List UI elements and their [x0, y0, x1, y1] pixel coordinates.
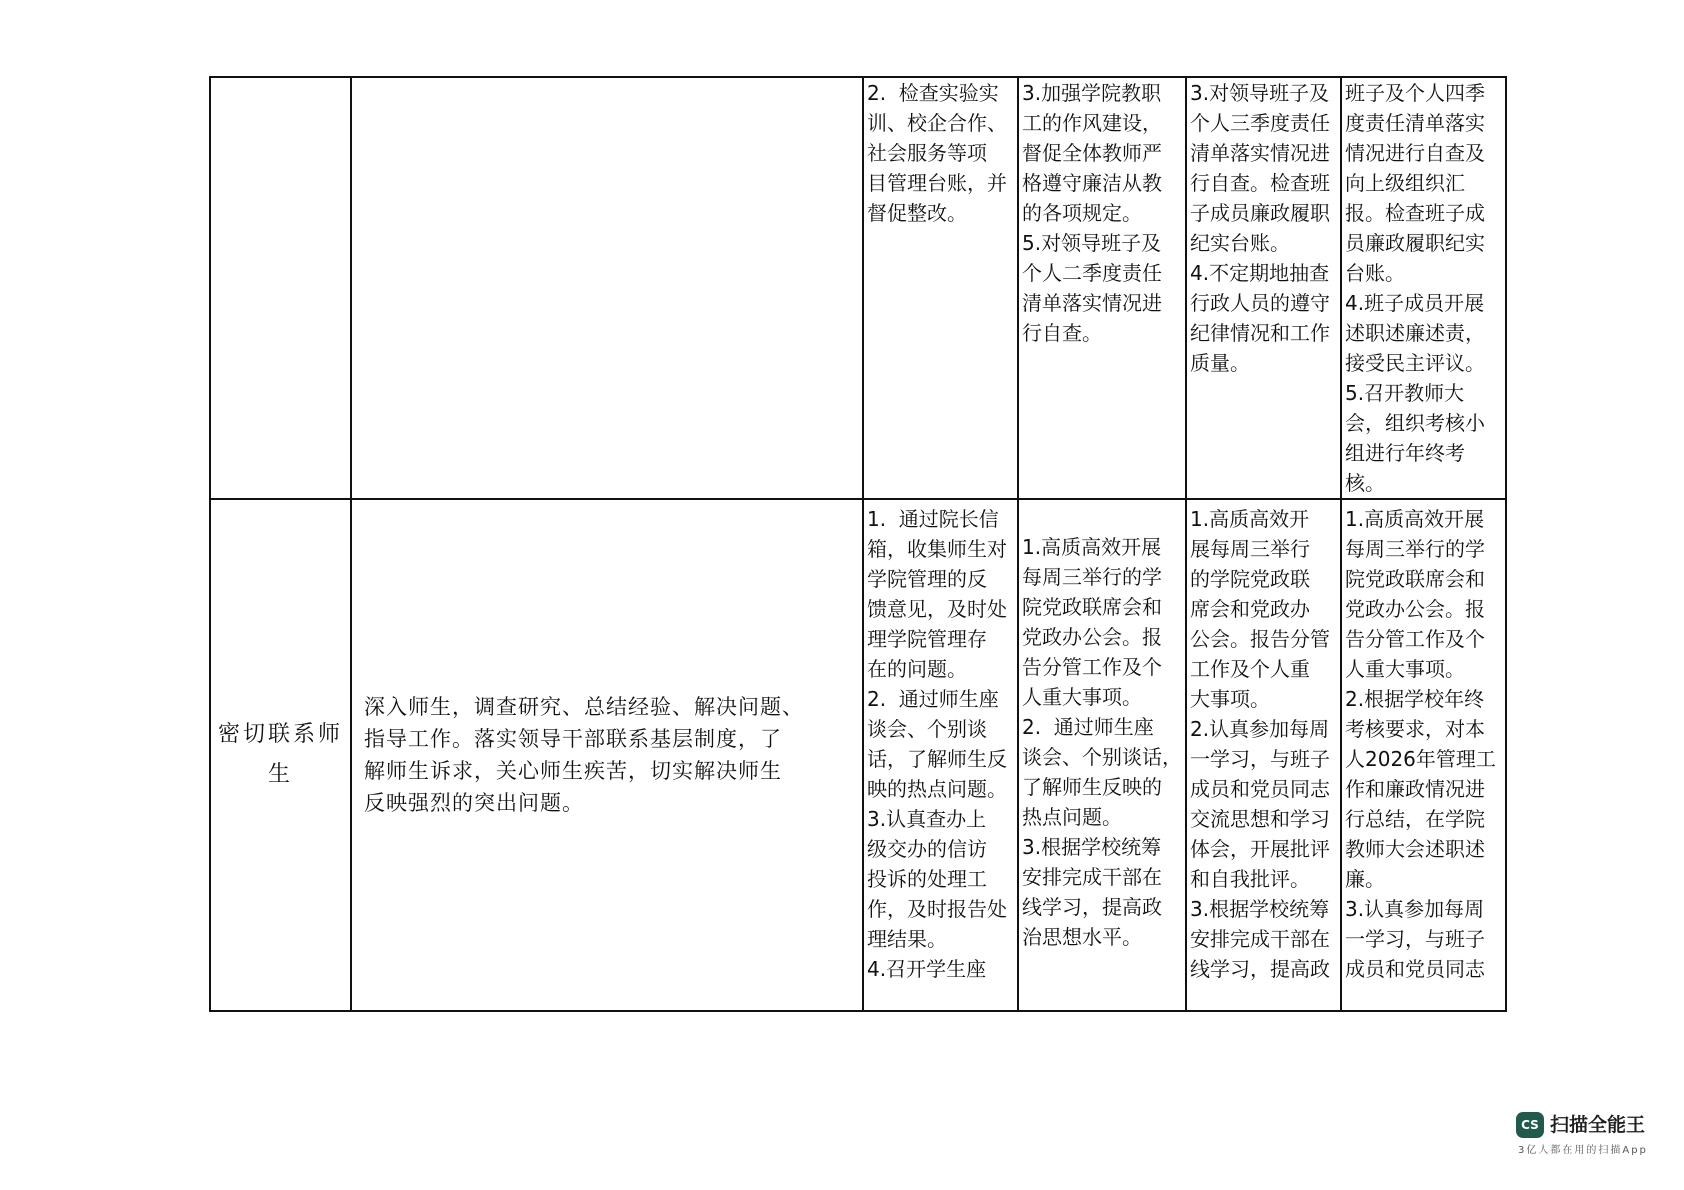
- cell-text-line: 行自查。: [1022, 321, 1102, 345]
- cell-text-line: 3.加强学院教职: [1022, 81, 1162, 105]
- table-row: [210, 77, 1506, 499]
- cell-text-line: 述职述廉述责，: [1345, 321, 1485, 345]
- cell-text-line: 告分管工作及个: [1345, 627, 1485, 651]
- cell-text-line: 人重大事项。: [1022, 685, 1142, 709]
- quarter-4-cell: [1186, 77, 1341, 499]
- scanner-watermark: [1516, 1112, 1666, 1168]
- cell-text-line: 在的问题。: [867, 657, 967, 681]
- cell-text-line: 了解师生反映的: [1022, 775, 1162, 799]
- cell-text-line: 度责任清单落实: [1345, 111, 1485, 135]
- cell-text-line: 训、校企合作、: [867, 111, 1007, 135]
- cell-text-line: 的各项规定。: [1022, 201, 1142, 225]
- cell-text-line: 台账。: [1345, 261, 1405, 285]
- cell-text-line: 考核要求，对本: [1345, 717, 1485, 741]
- cell-text-line: 作和廉政情况进: [1345, 777, 1485, 801]
- cell-text-line: 每周三举行的学: [1022, 565, 1162, 589]
- cell-text-line: 1.高质高效开展: [1022, 535, 1162, 559]
- cell-text-line: 5.召开教师大: [1345, 381, 1465, 405]
- cell-text-line: 会，组织考核小: [1345, 411, 1485, 435]
- cell-text-line: 理学院管理存: [867, 627, 987, 651]
- cell-text-line: 人重大事项。: [1345, 657, 1465, 681]
- quarter-4-cell: [1186, 499, 1341, 1011]
- cell-text-line: 院党政联席会和: [1345, 567, 1485, 591]
- cell-text-line: 指导工作。落实领导干部联系基层制度，了: [364, 727, 782, 751]
- cell-text-line: 4.班子成员开展: [1345, 291, 1485, 315]
- cell-text-line: 清单落实情况进: [1190, 141, 1330, 165]
- cell-text-line: 作，及时报告处: [867, 897, 1007, 921]
- cell-text-line: 1. 通过院长信: [867, 507, 999, 531]
- cell-text-line: 3.认真查办上: [867, 807, 987, 831]
- cell-text-line: 组进行年终考: [1345, 441, 1465, 465]
- cell-text-line: 3.根据学校统筹: [1190, 897, 1330, 921]
- cell-text-line: 人2026年管理工: [1345, 747, 1496, 771]
- cell-text-line: 生: [267, 762, 293, 787]
- cell-text-line: 社会服务等项: [867, 141, 987, 165]
- cell-text-line: 和自我批评。: [1190, 867, 1310, 891]
- cell-text-line: 的学院党政联: [1190, 567, 1310, 591]
- cell-text-line: 1.高质高效开展: [1345, 507, 1485, 531]
- cell-text-line: 教师大会述职述: [1345, 837, 1485, 861]
- cell-text-line: 工作及个人重: [1190, 657, 1310, 681]
- cell-text-line: 班子及个人四季: [1345, 81, 1485, 105]
- cell-text-line: 5.对领导班子及: [1022, 231, 1162, 255]
- cell-text-line: 4.不定期地抽查: [1190, 261, 1330, 285]
- cell-text-line: 告分管工作及个: [1022, 655, 1162, 679]
- cell-text-line: 展每周三举行: [1190, 537, 1310, 561]
- quarter-2-cell: [863, 499, 1018, 1011]
- cell-text-line: 质量。: [1190, 351, 1250, 375]
- cell-text-line: 院党政联席会和: [1022, 595, 1162, 619]
- cell-text-line: 工的作风建设，: [1022, 111, 1162, 135]
- scanner-tagline: 3亿人都在用的扫描App: [1518, 1145, 1648, 1156]
- cell-text-line: 1.高质高效开: [1190, 507, 1310, 531]
- cell-text-line: 安排完成干部在: [1190, 927, 1330, 951]
- cell-text-line: 学院管理的反: [867, 567, 987, 591]
- quarter-5-cell: [1341, 499, 1506, 1011]
- scanner-app-name: 扫描全能王: [1550, 1114, 1646, 1136]
- cell-text-line: 3.认真参加每周: [1345, 897, 1485, 921]
- cell-text-line: 行总结，在学院: [1345, 807, 1485, 831]
- cell-text-line: 行自查。检查班: [1190, 171, 1330, 195]
- cell-text-line: 交流思想和学习: [1190, 807, 1330, 831]
- item-description-cell: [351, 499, 863, 1011]
- cell-text-line: 解师生诉求，关心师生疾苦，切实解决师生: [364, 759, 782, 783]
- cell-text-line: 谈会、个别谈: [867, 717, 987, 741]
- cell-text-line: 成员和党员同志: [1345, 957, 1485, 981]
- cell-text-line: 谈会、个别谈话，: [1022, 745, 1182, 769]
- cell-text-line: 4.召开学生座: [867, 957, 987, 981]
- cell-text-line: 密切联系师: [217, 722, 343, 747]
- cell-text-line: 格遵守廉洁从教: [1022, 171, 1162, 195]
- scanner-logo-icon: CS: [1516, 1112, 1544, 1138]
- cell-text-line: 向上级组织汇: [1345, 171, 1465, 195]
- cell-text-line: 一学习，与班子: [1345, 927, 1485, 951]
- cell-text-line: 级交办的信访: [867, 837, 987, 861]
- cell-text-line: 体会，开展批评: [1190, 837, 1330, 861]
- cell-text-line: 安排完成干部在: [1022, 865, 1162, 889]
- quarter-3-cell: [1018, 77, 1186, 499]
- item-description-cell: [351, 77, 863, 499]
- cell-text-line: 个人二季度责任: [1022, 261, 1162, 285]
- cell-text-line: 行政人员的遵守: [1190, 291, 1330, 315]
- cell-text-line: 子成员廉政履职: [1190, 201, 1330, 225]
- cell-text-line: 成员和党员同志: [1190, 777, 1330, 801]
- cell-text-line: 目管理台账，并: [867, 171, 1007, 195]
- table-row: [210, 499, 1506, 1011]
- cell-text-line: 2. 通过师生座: [867, 687, 999, 711]
- item-title-cell: [210, 77, 351, 499]
- cell-text-line: 3.根据学校统筹: [1022, 835, 1162, 859]
- quarter-3-cell: [1018, 499, 1186, 1011]
- cell-text-line: 理结果。: [867, 927, 947, 951]
- cell-text-line: 深入师生，调查研究、总结经验、解决问题、: [364, 695, 804, 719]
- cell-text-line: 清单落实情况进: [1022, 291, 1162, 315]
- cell-text-line: 投诉的处理工: [867, 867, 987, 891]
- cell-text-line: 廉。: [1345, 867, 1385, 891]
- cell-text-line: 督促整改。: [867, 201, 967, 225]
- cell-text-line: 一学习，与班子: [1190, 747, 1330, 771]
- responsibility-table: [209, 76, 1507, 1012]
- cell-text-line: 纪律情况和工作: [1190, 321, 1330, 345]
- cell-text-line: 个人三季度责任: [1190, 111, 1330, 135]
- cell-text-line: 2. 检查实验实: [867, 81, 999, 105]
- cell-text-line: 箱，收集师生对: [867, 537, 1007, 561]
- cell-text-line: 核。: [1345, 471, 1385, 495]
- item-title-cell: [210, 499, 351, 1011]
- cell-text-line: 2.根据学校年终: [1345, 687, 1485, 711]
- cell-text-line: 员廉政履职纪实: [1345, 231, 1485, 255]
- cell-text-line: 党政办公会。报: [1022, 625, 1162, 649]
- quarter-2-cell: [863, 77, 1018, 499]
- cell-text-line: 席会和党政办: [1190, 597, 1310, 621]
- cell-text-line: 大事项。: [1190, 687, 1270, 711]
- cell-text-line: 馈意见，及时处: [867, 597, 1007, 621]
- cell-text-line: 情况进行自查及: [1345, 141, 1485, 165]
- cell-text-line: 每周三举行的学: [1345, 537, 1485, 561]
- cell-text-line: 3.对领导班子及: [1190, 81, 1330, 105]
- cell-text-line: 线学习，提高政: [1022, 895, 1162, 919]
- cell-text-line: 话，了解师生反: [867, 747, 1007, 771]
- cell-text-line: 党政办公会。报: [1345, 597, 1485, 621]
- cell-text-line: 报。检查班子成: [1345, 201, 1485, 225]
- cell-text-line: 纪实台账。: [1190, 231, 1290, 255]
- cell-text-line: 督促全体教师严: [1022, 141, 1162, 165]
- quarter-5-cell: [1341, 77, 1506, 499]
- cell-text-line: 公会。报告分管: [1190, 627, 1330, 651]
- cell-text-line: 接受民主评议。: [1345, 351, 1485, 375]
- cell-text-line: 热点问题。: [1022, 805, 1122, 829]
- cell-text-line: 反映强烈的突出问题。: [364, 791, 584, 815]
- cell-text-line: 映的热点问题。: [867, 777, 1007, 801]
- cell-text-line: 2.认真参加每周: [1190, 717, 1330, 741]
- cell-text-line: 线学习，提高政: [1190, 957, 1330, 981]
- cell-text-line: 2. 通过师生座: [1022, 715, 1154, 739]
- cell-text-line: 治思想水平。: [1022, 925, 1142, 949]
